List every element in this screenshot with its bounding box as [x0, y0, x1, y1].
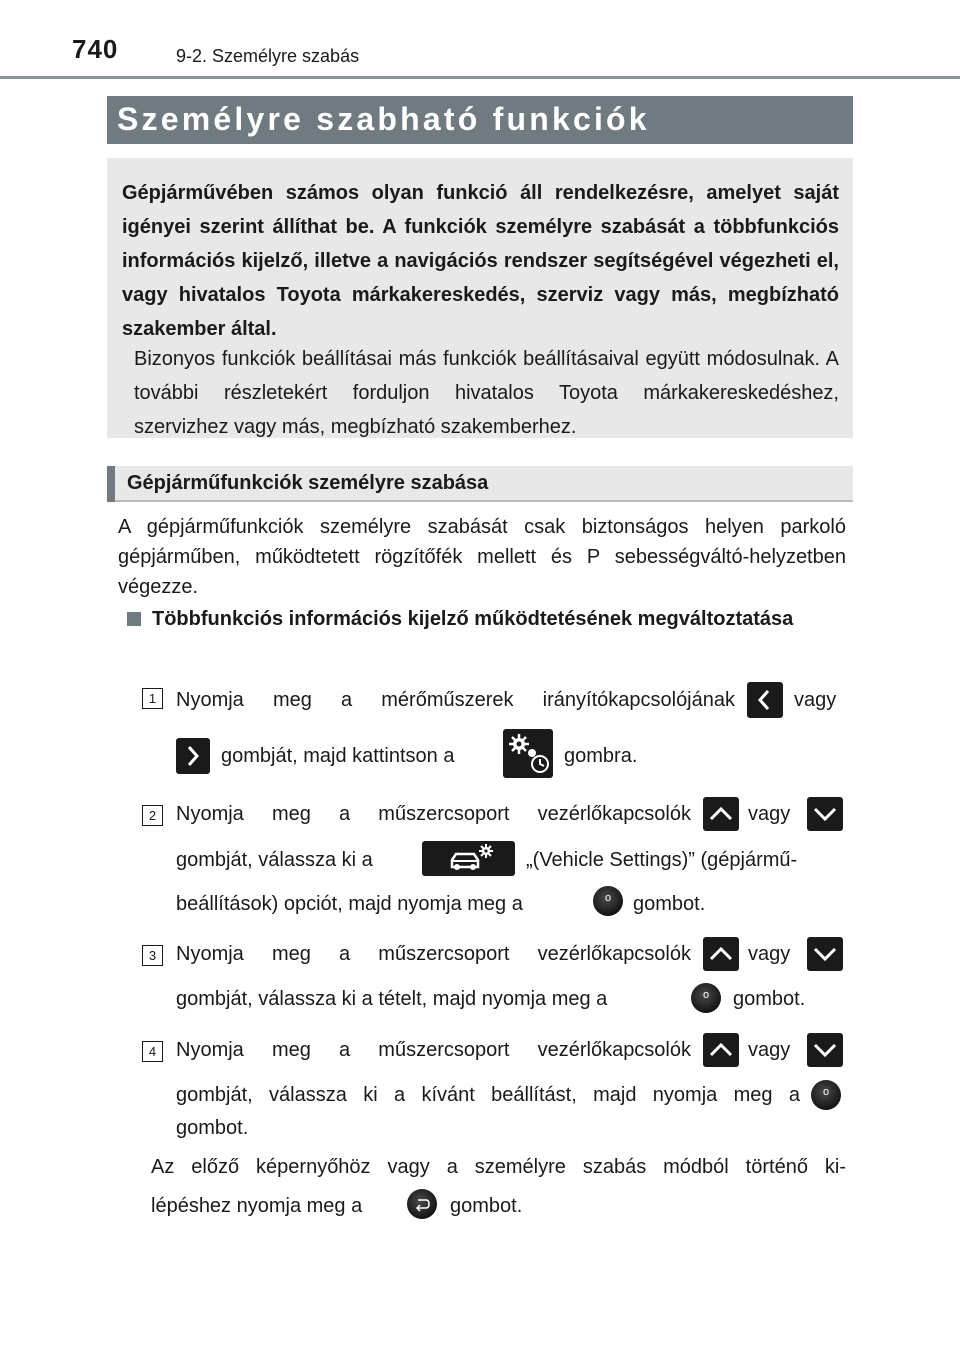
step-text: Nyomja meg a műszercsoport vezérlőkapcsolók: [176, 803, 691, 825]
step-text: Nyomja meg a mérőműszerek irányítókapcsolójának: [176, 689, 735, 711]
bullet-square-icon: [127, 612, 141, 626]
intro-note: Bizonyos funkciók beállításai más funkciók beállításaival együtt módosulnak. A további részletekért forduljon hivatalos Toyota márkakereskedéshez, szervizhez vagy más, megbízható szakemberhez.: [134, 348, 839, 438]
step-text: vagy: [748, 1039, 791, 1061]
step-text: beállítások) opciót, majd nyomja meg a: [176, 893, 523, 915]
step-number: 4: [142, 1041, 163, 1062]
chevron-left-icon: [747, 682, 783, 718]
header-divider: [0, 76, 960, 79]
page-number: 740: [72, 34, 119, 64]
ok-button-icon: o: [811, 1080, 841, 1110]
step-number: 2: [142, 805, 163, 826]
ok-button-icon: o: [691, 983, 721, 1013]
bullet-heading: Többfunkciós információs kijelző működtetésének megváltoztatása: [152, 608, 794, 630]
intro-text: Gépjárművében számos olyan funkció áll rendelkezésre, amelyet saját igényei szerint állíthat be. A funkciók személyre szabását a többfunkciós információs kijelző, illetve a navigációs rendszer segítségével végezheti el, vagy hivatalos Toyota márkakereskedés, szerviz vagy más, megbízható szakember által.: [122, 182, 839, 340]
step-text: Nyomja meg a műszercsoport vezérlőkapcsolók: [176, 1039, 691, 1061]
intro-box: [107, 158, 853, 438]
step-text: gombját, válassza ki a: [176, 849, 373, 871]
chevron-down-icon: [807, 797, 843, 831]
chevron-right-icon: [176, 738, 210, 774]
step-text: gombot.: [176, 1117, 249, 1139]
chevron-up-icon: [703, 1033, 739, 1067]
exit-note: gombot.: [450, 1195, 523, 1217]
settings-gear-icon: [503, 729, 553, 778]
chevron-down-icon: [807, 937, 843, 971]
subheading-accent: [107, 466, 115, 502]
back-button-icon: [407, 1189, 437, 1219]
step-text: Nyomja meg a műszercsoport vezérlőkapcsolók: [176, 943, 691, 965]
subheading: Gépjárműfunkciók személyre szabása: [127, 472, 489, 494]
step-text: gombját, válassza ki a tételt, majd nyomja meg a: [176, 988, 608, 1010]
step-text: vagy: [794, 689, 837, 711]
ok-button-icon: o: [593, 886, 623, 916]
exit-note: lépéshez nyomja meg a: [151, 1195, 363, 1217]
safety-paragraph: A gépjárműfunkciók személyre szabását csak biztonságos helyen parkoló gépjárműben, működtetett rögzítőfék mellett és P sebességváltó-helyzetben végezze.: [118, 516, 846, 598]
step-number: 3: [142, 945, 163, 966]
step-text: gombot.: [733, 988, 806, 1010]
step-text: vagy: [748, 943, 791, 965]
page-title: Személyre szabható funkciók: [117, 101, 650, 137]
step-number: 1: [142, 688, 163, 709]
step-text: gombját, válassza ki a kívánt beállítást, majd nyomja meg a: [176, 1084, 800, 1106]
chevron-up-icon: [703, 937, 739, 971]
step-text: „(Vehicle Settings)” (gépjármű-: [526, 849, 798, 871]
step-text: gombot.: [633, 893, 706, 915]
step-text: vagy: [748, 803, 791, 825]
vehicle-settings-icon: [422, 841, 515, 876]
exit-note: Az előző képernyőhöz vagy a személyre szabás módból történő ki-: [151, 1156, 846, 1178]
title-bar: [107, 96, 853, 144]
step-text: gombra.: [564, 745, 638, 767]
subheading-bar: [107, 466, 853, 502]
section-title: 9-2. Személyre szabás: [176, 46, 360, 66]
chevron-down-icon: [807, 1033, 843, 1067]
chevron-up-icon: [703, 797, 739, 831]
step-text: gombját, majd kattintson a: [221, 745, 455, 767]
